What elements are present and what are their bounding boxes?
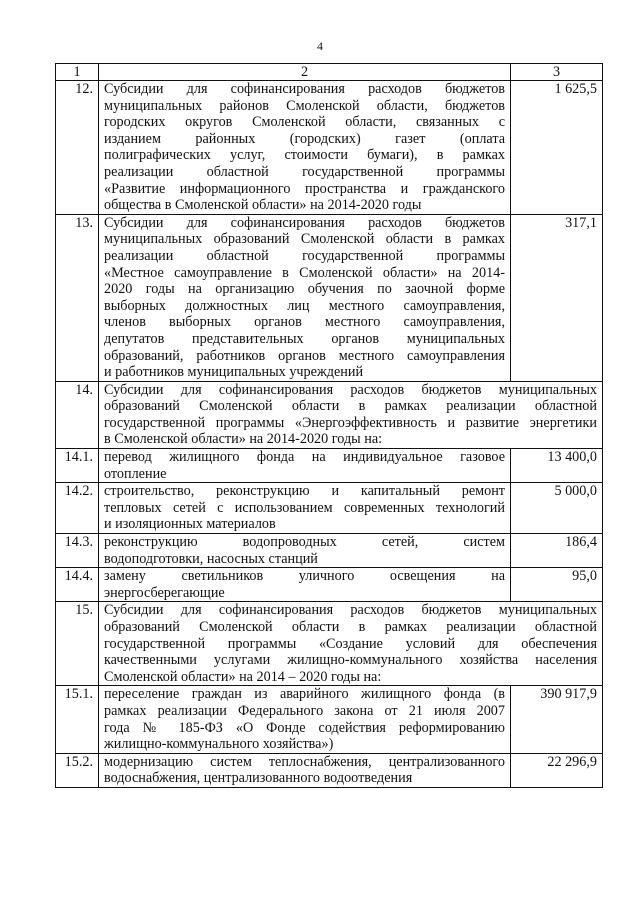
description-line: модернизацию систем теплоснабжения, централизованного (104, 753, 505, 770)
description-line: членов выборных органов местного самоуправления, (104, 314, 505, 331)
table-row (56, 381, 603, 448)
header-col-1: 1 (56, 64, 99, 81)
description-line: жилищно-коммунального хозяйства») (104, 736, 334, 753)
table-header-row (56, 64, 603, 81)
description-line: изданием районных (городских) газет (оплата (104, 130, 505, 147)
subsidy-table (55, 63, 603, 788)
row-description (99, 753, 511, 787)
row-number: 14. (56, 381, 99, 448)
description-line: энергосберегающие (104, 584, 225, 601)
description-line: перевод жилищного фонда на индивидуальное газовое (104, 449, 505, 466)
row-amount: 5 000,0 (511, 483, 603, 534)
row-number: 14.3. (56, 534, 99, 568)
description-line: реализации областной государственной программы (104, 247, 505, 264)
row-description (99, 602, 603, 686)
description-line: Субсидии для софинансирования расходов бюджетов (104, 81, 505, 97)
description-line: государственной программы «Энергоэффективность и развитие энергетики (104, 414, 597, 431)
row-description (99, 483, 511, 534)
description-line: водоподготовки, насосных станций (104, 550, 318, 567)
table-row (56, 534, 603, 568)
row-amount: 13 400,0 (511, 449, 603, 483)
description-line: депутатов представительных органов муниципальных (104, 330, 505, 347)
table-row (56, 483, 603, 534)
table-row (56, 81, 603, 215)
description-line: 2020 годы на организацию обучения по заочной форме (104, 281, 505, 298)
table-body (56, 64, 603, 788)
row-description (99, 81, 511, 215)
table-row (56, 686, 603, 753)
description-line: реализации областной государственной программы (104, 163, 505, 180)
row-number: 14.1. (56, 449, 99, 483)
row-description (99, 534, 511, 568)
description-line: Субсидии для софинансирования расходов бюджетов муниципальных (104, 381, 597, 398)
header-col-2: 2 (99, 64, 511, 81)
description-line: Субсидии для софинансирования расходов бюджетов муниципальных (104, 602, 597, 619)
row-description (99, 686, 511, 753)
row-description (99, 449, 511, 483)
description-line: отопление (104, 465, 167, 482)
row-number: 15.1. (56, 686, 99, 753)
description-line: «Местное самоуправление в Смоленской области» на 2014- (104, 264, 505, 281)
row-number: 15.2. (56, 753, 99, 787)
description-line: замену светильников уличного освещения на (104, 568, 505, 585)
table-row (56, 449, 603, 483)
row-number: 14.4. (56, 568, 99, 602)
table-row (56, 753, 603, 787)
description-line: «Развитие информационного пространства и гражданского (104, 180, 505, 197)
table-row (56, 214, 603, 381)
description-line: выборных должностных лиц местного самоуправления, (104, 297, 505, 314)
description-line: реконструкцию водопроводных сетей, систем (104, 534, 505, 551)
row-amount: 95,0 (511, 568, 603, 602)
description-line: водоснабжения, централизованного водоотведения (104, 770, 413, 787)
description-line: образований Смоленской области в рамках реализации областной (104, 619, 597, 635)
description-line: образований, работников органов местного самоуправления (104, 347, 505, 364)
row-amount: 1 625,5 (511, 81, 603, 215)
row-description (99, 214, 511, 381)
row-amount: 390 917,9 (511, 686, 603, 753)
page-number: 4 (317, 39, 323, 53)
description-line: года № 185-ФЗ «О Фонде содействия реформированию (104, 719, 505, 736)
description-line: муниципальных образований Смоленской области в рамках (104, 231, 505, 248)
description-line: качественными услугами жилищно-коммунального хозяйства населения (104, 652, 597, 669)
row-description (99, 381, 603, 448)
row-description (99, 568, 511, 602)
description-line: муниципальных районов Смоленской области, бюджетов (104, 97, 505, 114)
table-row (56, 568, 603, 602)
row-number: 12. (56, 81, 99, 215)
row-number: 14.2. (56, 483, 99, 534)
row-number: 15. (56, 602, 99, 686)
description-line: Смоленской области» на 2014 – 2020 годы на: (104, 668, 382, 685)
description-line: государственной программы «Создание условий для обеспечения (104, 635, 597, 652)
description-line: рамках реализации Федерального закона от 21 июля 2007 (104, 702, 505, 719)
table-row (56, 602, 603, 686)
header-col-3: 3 (511, 64, 603, 81)
description-line: городских округов Смоленской области, связанных с (104, 114, 505, 131)
row-number: 13. (56, 214, 99, 381)
description-line: и изоляционных материалов (104, 516, 276, 533)
row-amount: 317,1 (511, 214, 603, 381)
row-amount: 186,4 (511, 534, 603, 568)
description-line: тепловых сетей с использованием современных технологий (104, 499, 505, 516)
description-line: образований Смоленской области в рамках реализации областной (104, 398, 597, 415)
row-amount: 22 296,9 (511, 753, 603, 787)
description-line: Субсидии для софинансирования расходов бюджетов (104, 214, 505, 231)
description-line: и работников муниципальных учреждений (104, 364, 364, 381)
description-line: переселение граждан из аварийного жилищного фонда (в (104, 686, 505, 703)
description-line: полиграфических услуг, стоимости бумаги), в рамках (104, 147, 505, 164)
description-line: строительство, реконструкцию и капитальный ремонт (104, 483, 505, 500)
description-line: общества в Смоленской области» на 2014-2020 годы (104, 197, 422, 214)
description-line: в Смоленской области» на 2014-2020 годы на: (104, 431, 383, 448)
